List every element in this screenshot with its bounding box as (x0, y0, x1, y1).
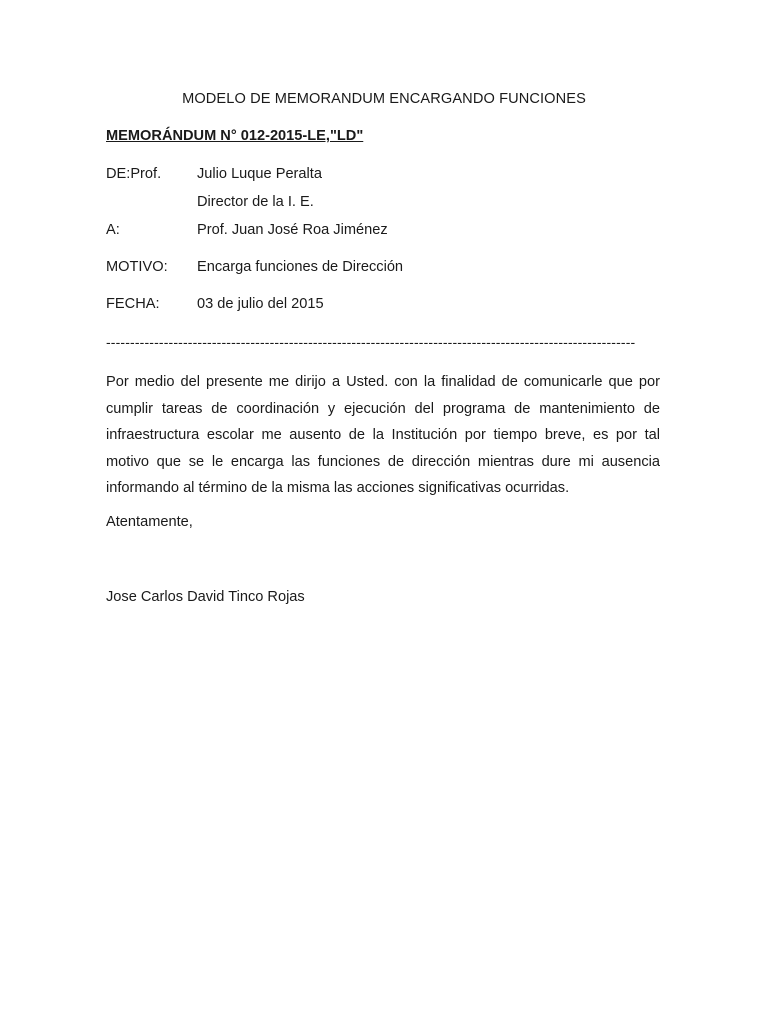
document-title: MODELO DE MEMORANDUM ENCARGANDO FUNCIONES (182, 91, 586, 107)
date-label: FECHA: (106, 296, 160, 312)
to-label: A: (106, 222, 120, 238)
from-label: DE:Prof. (106, 166, 162, 182)
date-value: 03 de julio del 2015 (197, 296, 324, 312)
memo-number: MEMORÁNDUM N° 012-2015-LE,"LD" (106, 128, 364, 144)
subject-label: MOTIVO: (106, 259, 168, 275)
from-position: Director de la I. E. (197, 194, 314, 210)
divider-line: -------------------------------------------------------------------------------------------------------------- (106, 334, 636, 350)
signature-name: Jose Carlos David Tinco Rojas (106, 589, 305, 605)
from-name: Julio Luque Peralta (197, 166, 322, 182)
memo-body: Por medio del presente me dirijo a Usted. con la finalidad de comunicarle que por cumplir tareas de coordinación y ejecución del programa de mantenimiento de infraestructura escolar me ausento de la Institución por tiempo breve, es por tal motivo que se le encarga las funciones de dirección mientras dure mi ausencia informando al término de la misma las acciones significativas ocurridas. (106, 374, 660, 497)
to-value: Prof. Juan José Roa Jiménez (197, 222, 388, 238)
subject-value: Encarga funciones de Dirección (197, 259, 404, 275)
closing-text: Atentamente, (106, 514, 193, 530)
